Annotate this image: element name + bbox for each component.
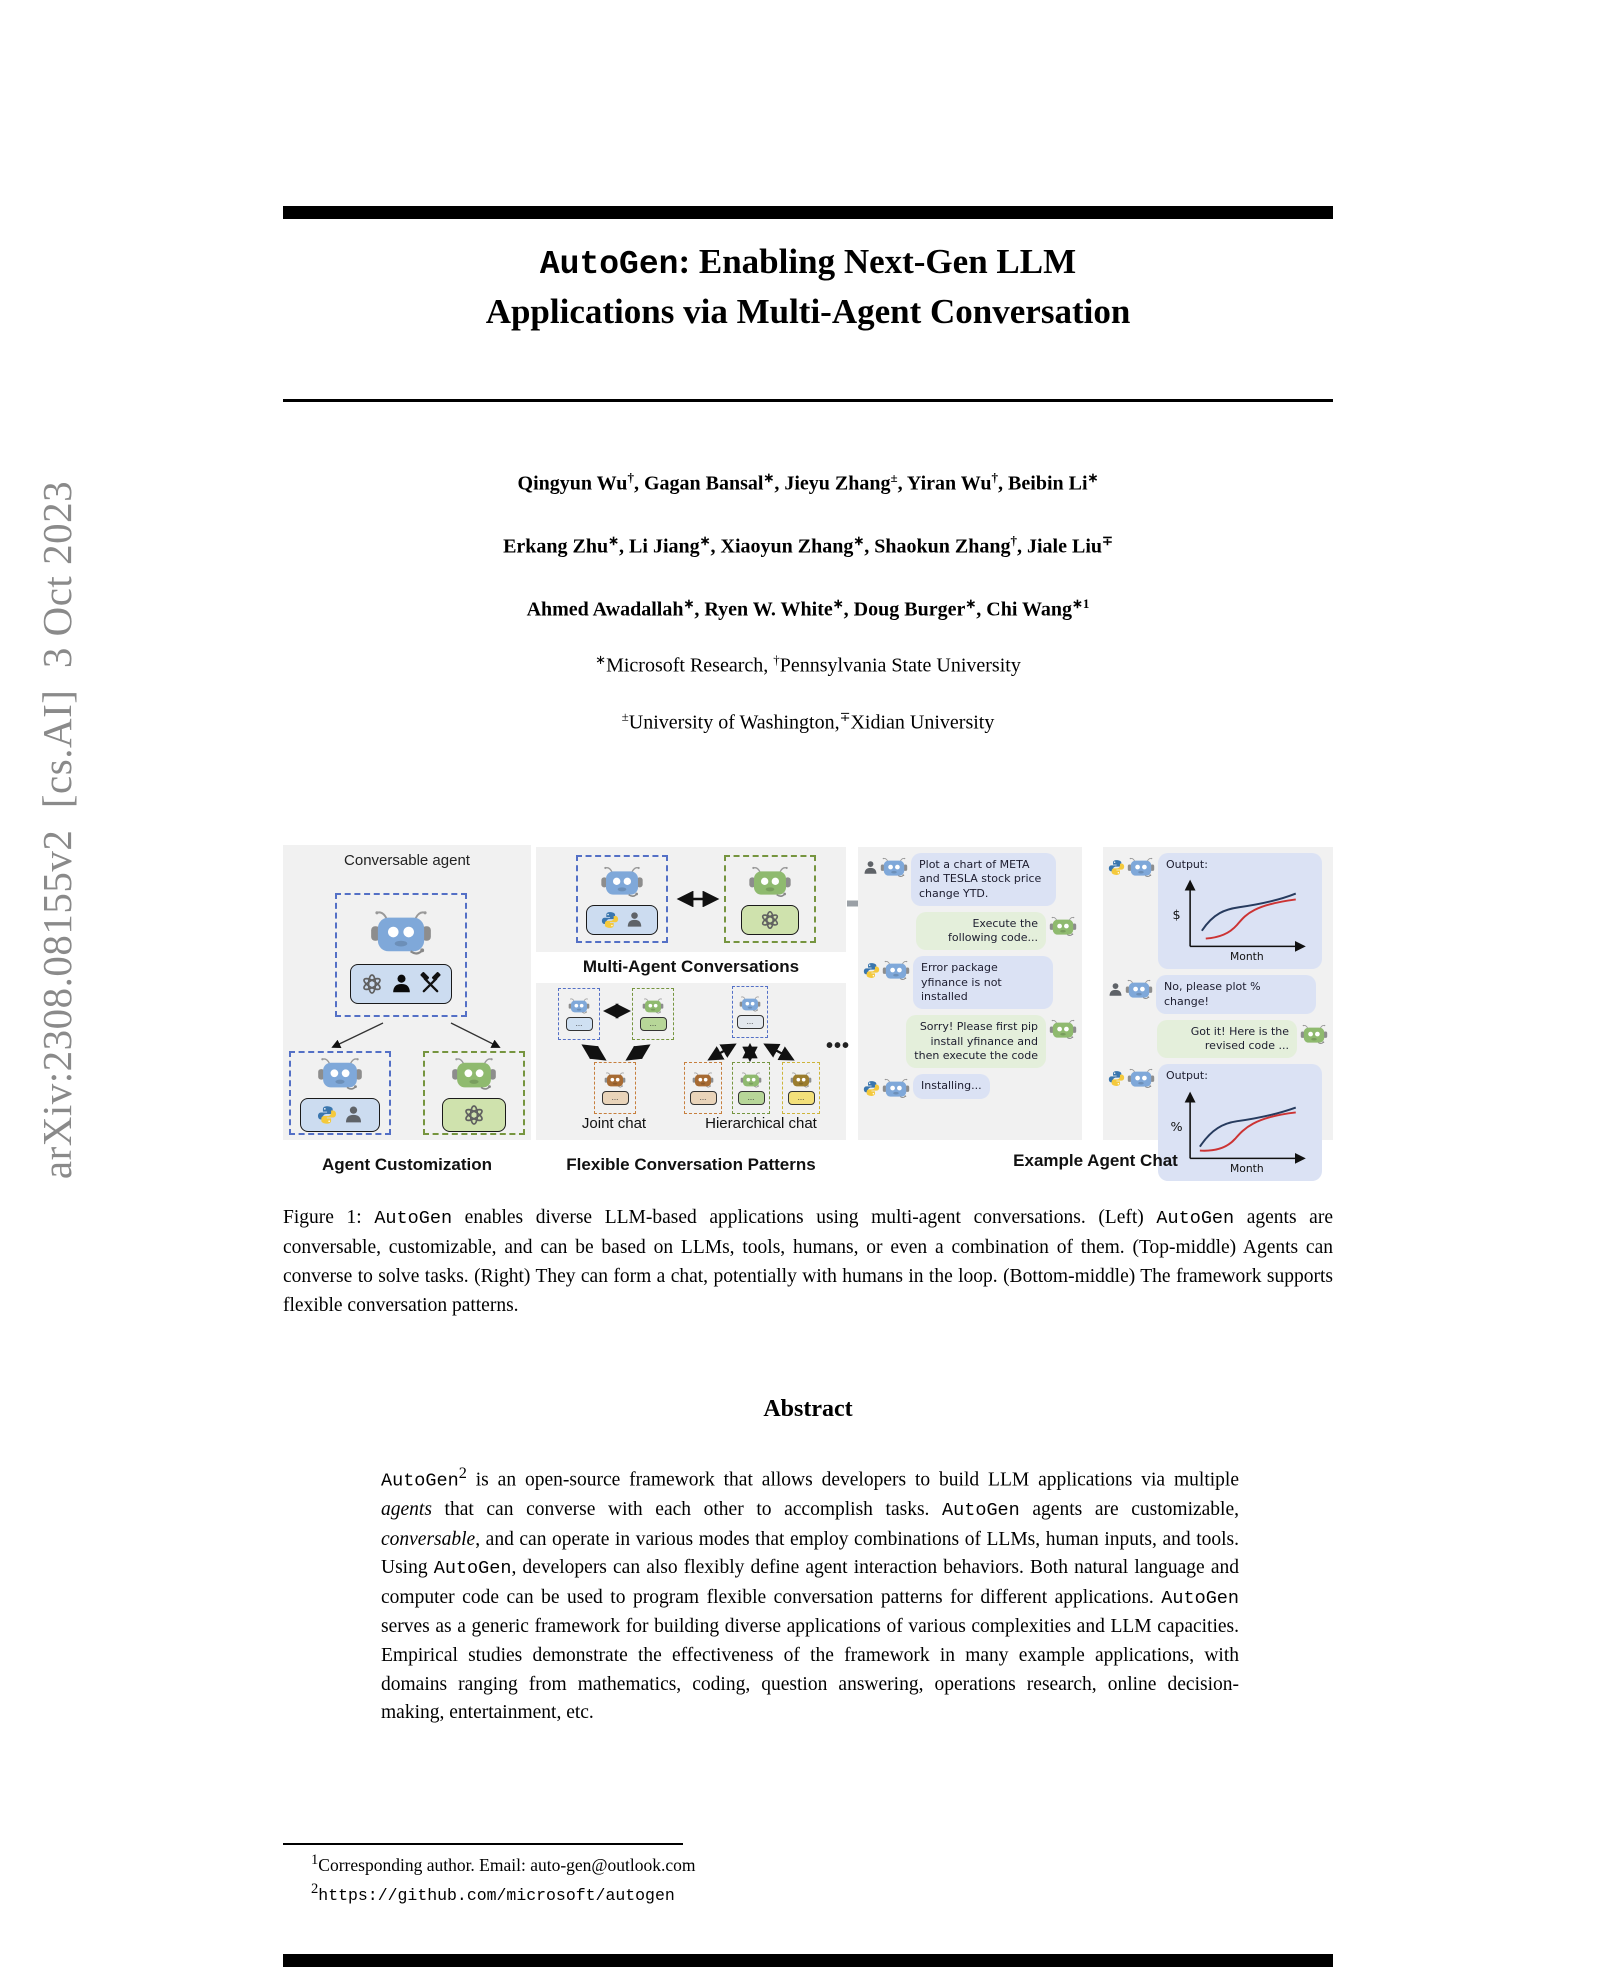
- author-name: , Doug Burger: [843, 598, 966, 621]
- affiliation-mark: ∗: [595, 652, 607, 667]
- robot-icon: [882, 959, 910, 982]
- person-icon: [863, 860, 878, 875]
- author-name: , Shaokun Zhang: [864, 535, 1011, 558]
- sender-icons: [863, 956, 910, 982]
- sender-icons: [1108, 1064, 1155, 1090]
- sender-icons: [1300, 1020, 1328, 1046]
- affiliation-line-1: [283, 652, 1333, 678]
- affiliation-name: Microsoft Research,: [606, 654, 774, 677]
- python-icon: [317, 1105, 337, 1125]
- author-name: Qingyun Wu: [517, 472, 628, 495]
- person-icon: [1108, 982, 1123, 997]
- abstract-segment: , and can operate in various modes that employ combinations of LLMs, human inputs, and tools. Using: [381, 1528, 1239, 1579]
- author-mark: ±: [890, 470, 898, 485]
- abstract-autogen: AutoGen: [1161, 1587, 1239, 1609]
- x-axis-label: Month: [1229, 950, 1264, 964]
- author-name: Ahmed Awadallah: [526, 598, 684, 621]
- arxiv-watermark: arXiv:2308.08155v2 [cs.AI] 3 Oct 2023: [34, 480, 80, 1180]
- robot-icon: [739, 995, 761, 1013]
- openai-icon: [759, 909, 781, 931]
- caption-autogen: AutoGen: [374, 1208, 453, 1229]
- abstract-segment: serves as a generic framework for building diverse applications of various complexities and LLM capacities. Empirical studies demonstrate the effectiveness of the framework in many example applications, with domains ranging from mathematics, coding, question answering, operations research, online decision-making, entertainment, etc.: [381, 1616, 1239, 1724]
- conversable-agent-title: Conversable agent: [344, 852, 470, 869]
- agent-customization-label: Agent Customization: [322, 1155, 492, 1174]
- chat-bubble: Plot a chart of META and TESLA stock price change YTD.: [911, 853, 1056, 906]
- author-line-1: [283, 470, 1333, 496]
- robot-icon: [882, 1077, 910, 1100]
- affiliation-mark: ∓: [839, 709, 851, 724]
- author-mark: ∗: [608, 533, 620, 548]
- chat-bubble: Error package yfinance is not installed: [913, 956, 1053, 1009]
- title-line-1: [283, 238, 1333, 288]
- python-icon: [1108, 1070, 1125, 1087]
- chat-bubble: Execute the following code...: [916, 912, 1046, 951]
- author-name: Erkang Zhu: [503, 535, 609, 558]
- affiliation-name: University of Washington,: [628, 711, 840, 734]
- affiliation-mark: ±: [621, 709, 629, 724]
- sender-icons: [1108, 853, 1155, 879]
- python-icon: [863, 1080, 880, 1097]
- robot-icon: [317, 1055, 363, 1093]
- mini-message-box: ...: [566, 1017, 593, 1031]
- flexible-patterns-label: Flexible Conversation Patterns: [566, 1155, 816, 1174]
- mini-message-box: ...: [788, 1091, 815, 1105]
- author-mark: ∗: [853, 533, 865, 548]
- stock-price-chart: [1166, 874, 1314, 964]
- abstract-italic: agents: [381, 1499, 432, 1521]
- joint-agent-blue: [558, 988, 600, 1040]
- author-mark: ∗: [832, 596, 844, 611]
- chat-message: [1108, 853, 1328, 969]
- python-icon: [1108, 859, 1125, 876]
- person-icon: [626, 911, 643, 928]
- author-name: , Jieyu Zhang: [774, 472, 891, 495]
- figure-caption: [283, 1203, 1333, 1320]
- chat-bubble: No, please plot % change!: [1156, 975, 1316, 1014]
- affiliation-name: Xidian University: [850, 711, 995, 734]
- author-name: , Ryen W. White: [694, 598, 833, 621]
- robot-icon: [790, 1071, 812, 1089]
- chat-message: [1108, 1020, 1328, 1059]
- author-mark: ∗: [965, 596, 977, 611]
- python-icon: [863, 962, 880, 979]
- chat-bubble: Sorry! Please first pip install yfinance and then execute the code: [906, 1015, 1046, 1068]
- caption-text: enables diverse LLM-based applications using multi-agent conversations. (Left): [452, 1207, 1157, 1228]
- author-mark: ∗: [699, 533, 711, 548]
- robot-icon: [740, 1071, 762, 1089]
- paper-column: [283, 0, 1333, 1967]
- joint-agent-green: [632, 988, 674, 1040]
- abstract-autogen: AutoGen: [381, 1470, 459, 1492]
- robot-icon: [1049, 915, 1077, 938]
- author-name: , Jiale Liu: [1016, 535, 1102, 558]
- mini-message-box: ...: [640, 1017, 667, 1031]
- panel-multi-agent-conversations: [536, 847, 846, 952]
- example-agent-chat-label: Example Agent Chat: [1013, 1151, 1178, 1170]
- affiliation-name: Pennsylvania State University: [779, 654, 1021, 677]
- sender-icons: [863, 1074, 910, 1100]
- chat-message: [863, 912, 1077, 951]
- sender-icons: [1049, 912, 1077, 938]
- sender-icons: [863, 853, 908, 879]
- caption-text: Figure 1:: [283, 1207, 375, 1228]
- output-label: Output:: [1166, 1069, 1208, 1083]
- mini-message-box: ...: [737, 1015, 764, 1029]
- author-name: , Xiaoyun Zhang: [710, 535, 854, 558]
- mini-message-box: ...: [738, 1091, 765, 1105]
- bottom-rule: [283, 1954, 1333, 1967]
- robot-icon: [880, 856, 908, 879]
- joint-agent-orange: [594, 1062, 636, 1114]
- chat-message: [863, 853, 1077, 906]
- human-tool-box: [300, 1098, 380, 1132]
- robot-icon: [600, 864, 644, 900]
- footnote-1: [311, 1852, 696, 1876]
- multi-agent-conversations-label: Multi-Agent Conversations: [582, 957, 800, 976]
- footnote-text: Corresponding author. Email: auto-gen@outlook.com: [318, 1854, 696, 1875]
- caption-text: agents are conversable, customizable, and can be based on LLMs, tools, humans, or even a combination of them. (Top-middle) Agents can converse to solve tasks. (Right) They can form a chat, potentially with humans in the loop. (Bottom-middle) The framework supports flexible conversation patterns.: [283, 1207, 1333, 1316]
- author-line-3: [283, 596, 1333, 622]
- author-mark: ∓: [1102, 533, 1113, 548]
- author-mark: ∗: [1087, 470, 1099, 485]
- example-chat-column-1: [858, 847, 1082, 1140]
- panel-conversation-patterns: [536, 983, 851, 1140]
- llm-box: [741, 905, 799, 935]
- chat-message: [863, 1015, 1077, 1068]
- robot-icon: [642, 997, 664, 1015]
- footnote-mark: 1: [311, 1852, 319, 1868]
- abstract-segment: , developers can also flexibly define agent interaction behaviors. Both natural language and computer code can be used to program flexible conversation patterns for different applications.: [381, 1557, 1239, 1608]
- hier-agent-green: [732, 1062, 770, 1114]
- abstract-autogen: AutoGen: [942, 1500, 1020, 1522]
- affiliation-mark: †: [773, 652, 780, 667]
- chat-message: [863, 1074, 1077, 1100]
- footnote-rule: [283, 1843, 683, 1845]
- author-name: , Beibin Li: [998, 472, 1088, 495]
- hier-agent-top: [732, 986, 768, 1038]
- chat-bubble-output: [1158, 853, 1322, 969]
- robot-icon: [1300, 1023, 1328, 1046]
- y-axis-label: %: [1170, 1118, 1183, 1134]
- title-line-2: Applications via Multi-Agent Conversation: [485, 292, 1131, 331]
- github-link[interactable]: https://github.com/microsoft/autogen: [318, 1885, 675, 1905]
- title-autogen: AutoGen: [539, 246, 679, 283]
- customized-agent-llm-box: [423, 1051, 525, 1135]
- human-tool-box: [586, 905, 658, 935]
- paper-title: [283, 238, 1333, 335]
- hier-agent-orange: [684, 1062, 722, 1114]
- abstract-text: [381, 1459, 1239, 1728]
- llm-box: [442, 1098, 506, 1132]
- sender-icons: [1049, 1015, 1077, 1041]
- sender-icons: [1108, 975, 1153, 1001]
- title-rest: : Enabling Next-Gen LLM: [678, 242, 1077, 281]
- agent-a-box: [576, 855, 668, 943]
- example-chat-column-2: [1103, 847, 1333, 1175]
- abstract-italic: conversable: [381, 1528, 476, 1550]
- author-mark: †: [991, 470, 999, 485]
- x-axis-label: Month: [1229, 1161, 1264, 1175]
- chat-message: [863, 956, 1077, 1009]
- output-label: Output:: [1166, 858, 1208, 871]
- robot-icon: [1127, 1067, 1155, 1090]
- author-name: , Gagan Bansal: [633, 472, 764, 495]
- robot-icon: [1125, 978, 1153, 1001]
- ellipsis-more-patterns: •••: [826, 1035, 851, 1057]
- caption-autogen: AutoGen: [1156, 1208, 1235, 1229]
- agent-b-box: [724, 855, 816, 943]
- author-mark: ∗: [763, 470, 775, 485]
- chat-bubble: Got it! Here is the revised code ...: [1157, 1020, 1297, 1059]
- hier-agent-yellow: [782, 1062, 820, 1114]
- abstract-heading: Abstract: [763, 1396, 853, 1422]
- author-mark: †: [627, 470, 634, 485]
- top-rule: [283, 206, 1333, 219]
- abstract-segment: that can converse with each other to accomplish tasks.: [431, 1499, 943, 1521]
- author-name: , Li Jiang: [619, 535, 700, 558]
- conversation-arrow: [674, 891, 722, 907]
- panel-agent-customization: [283, 845, 531, 1140]
- joint-chat-label: Joint chat: [581, 1115, 647, 1132]
- mini-message-box: ...: [690, 1091, 717, 1105]
- author-mark: ∗1: [1072, 596, 1090, 611]
- robot-icon: [692, 1071, 714, 1089]
- abstract-autogen: AutoGen: [433, 1558, 512, 1580]
- author-mark: †: [1010, 533, 1017, 548]
- chat-bubble: Installing...: [913, 1074, 990, 1098]
- y-axis-label: $: [1172, 907, 1181, 923]
- robot-icon: [451, 1055, 497, 1093]
- title-rule: [283, 399, 1333, 402]
- hierarchical-chat-label: Hierarchical chat: [705, 1115, 817, 1132]
- abstract-segment: agents are customizable,: [1019, 1499, 1240, 1521]
- robot-icon: [1127, 856, 1155, 879]
- robot-icon: [568, 997, 590, 1015]
- person-icon: [344, 1105, 363, 1124]
- author-name: , Yiran Wu: [897, 472, 992, 495]
- abstract-segment: is an open-source framework that allows developers to build LLM applications via multiple: [466, 1469, 1239, 1491]
- robot-icon: [1049, 1018, 1077, 1041]
- author-name: , Chi Wang: [976, 598, 1073, 621]
- chat-message: [1108, 975, 1328, 1014]
- affiliation-line-2: [283, 709, 1333, 735]
- author-line-2: [283, 533, 1333, 559]
- author-mark: ∗: [683, 596, 695, 611]
- footnote-2: [311, 1881, 675, 1905]
- footnote-mark: 2: [311, 1881, 319, 1897]
- openai-icon: [462, 1103, 486, 1127]
- footnote-ref: 2: [458, 1464, 467, 1482]
- robot-icon: [748, 864, 792, 900]
- python-icon: [601, 911, 619, 929]
- figure-1: [283, 845, 1333, 1190]
- robot-icon: [604, 1071, 626, 1089]
- mini-message-box: ...: [602, 1091, 629, 1105]
- customized-agent-human-box: [289, 1051, 391, 1135]
